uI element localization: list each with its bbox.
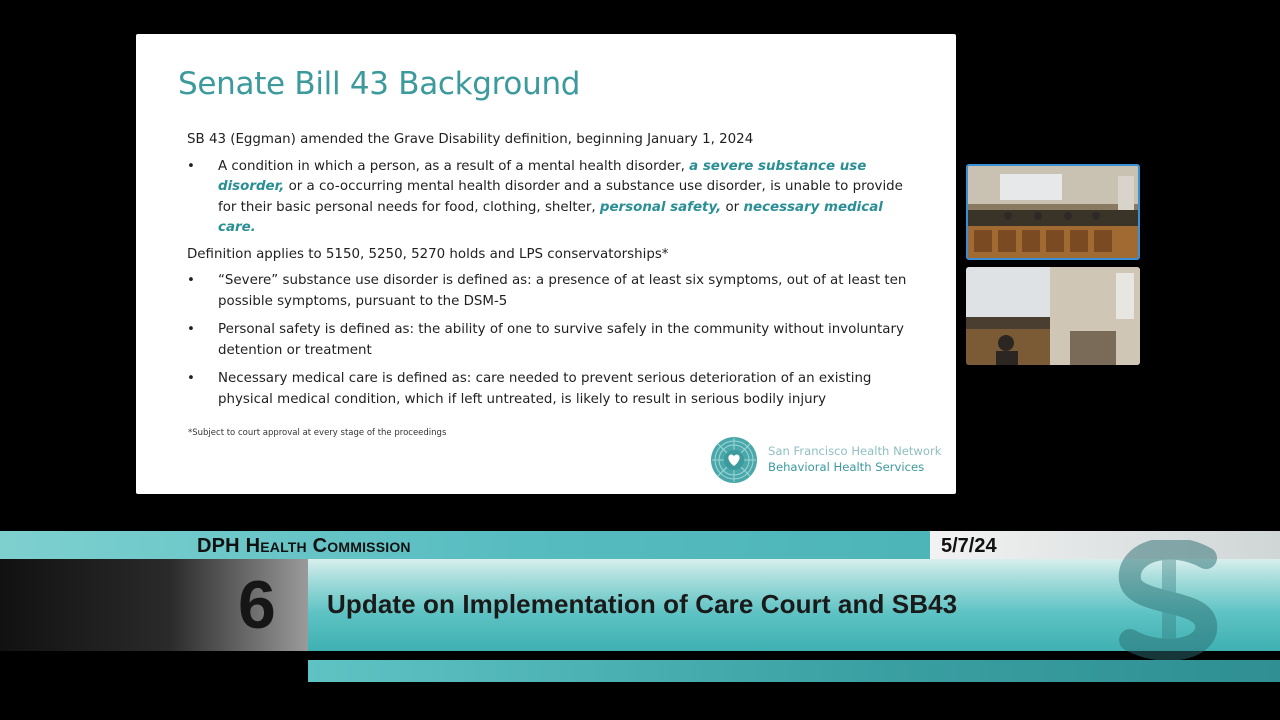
slide-intro: SB 43 (Eggman) amended the Grave Disability definition, beginning January 1, 2024 (187, 132, 754, 147)
condition-bullet (187, 157, 907, 239)
agenda-item-number: 6 (238, 567, 276, 643)
slide-body (187, 130, 907, 410)
meeting-date: 5/7/24 (941, 535, 997, 557)
highlight-substance-use: a severe substance use disorder, (218, 158, 867, 194)
presentation-slide (136, 34, 956, 494)
sf-seal-watermark-icon (1110, 540, 1230, 660)
bottom-accent-band (308, 660, 1280, 682)
agenda-item-title: Update on Implementation of Care Court and SB43 (327, 589, 958, 619)
org-line-2: Behavioral Health Services (768, 460, 925, 474)
condition-text-1: A condition in which a person, as a result of a mental health disorder, (218, 158, 690, 174)
definition-item: • Personal safety is defined as: the ability of one to survive safely in the community without involuntary detention or treatment (187, 320, 907, 361)
podium-video-thumbnail (966, 267, 1140, 365)
definition-item: • Necessary medical care is defined as: care needed to prevent serious deterioration of an existing physical medical condition, which if left untreated, is likely to result in serious bodily injury (187, 369, 907, 410)
condition-text-3: or (721, 199, 744, 215)
commission-name: DPH Health Commission (197, 535, 411, 557)
condition-text-2: or a co-occurring mental health disorder and a substance use disorder, is unable to provide for their basic personal needs for food, clothing, shelter, (218, 179, 903, 215)
highlight-personal-safety: personal safety, (599, 199, 722, 215)
chamber-video-thumbnail (968, 166, 1138, 258)
heart-logo-icon (710, 436, 758, 484)
org-line-1: San Francisco Health Network (768, 444, 942, 458)
org-name (768, 443, 942, 475)
definitions-list (187, 271, 907, 410)
camera-feed-chamber[interactable] (966, 164, 1140, 260)
slide-footnote: *Subject to court approval at every stage of the proceedings (188, 428, 447, 438)
definition-item: • “Severe” substance use disorder is defined as: a presence of at least six symptoms, out of at least ten possible symptoms, pursuant to the DSM-5 (187, 271, 907, 312)
slide-title: Senate Bill 43 Background (178, 66, 581, 102)
definition-line: Definition applies to 5150, 5250, 5270 holds and LPS conservatorships* (187, 246, 669, 262)
condition-list (187, 157, 907, 239)
camera-feed-podium[interactable] (966, 267, 1140, 365)
highlight-medical-care: necessary medical care. (218, 199, 883, 235)
